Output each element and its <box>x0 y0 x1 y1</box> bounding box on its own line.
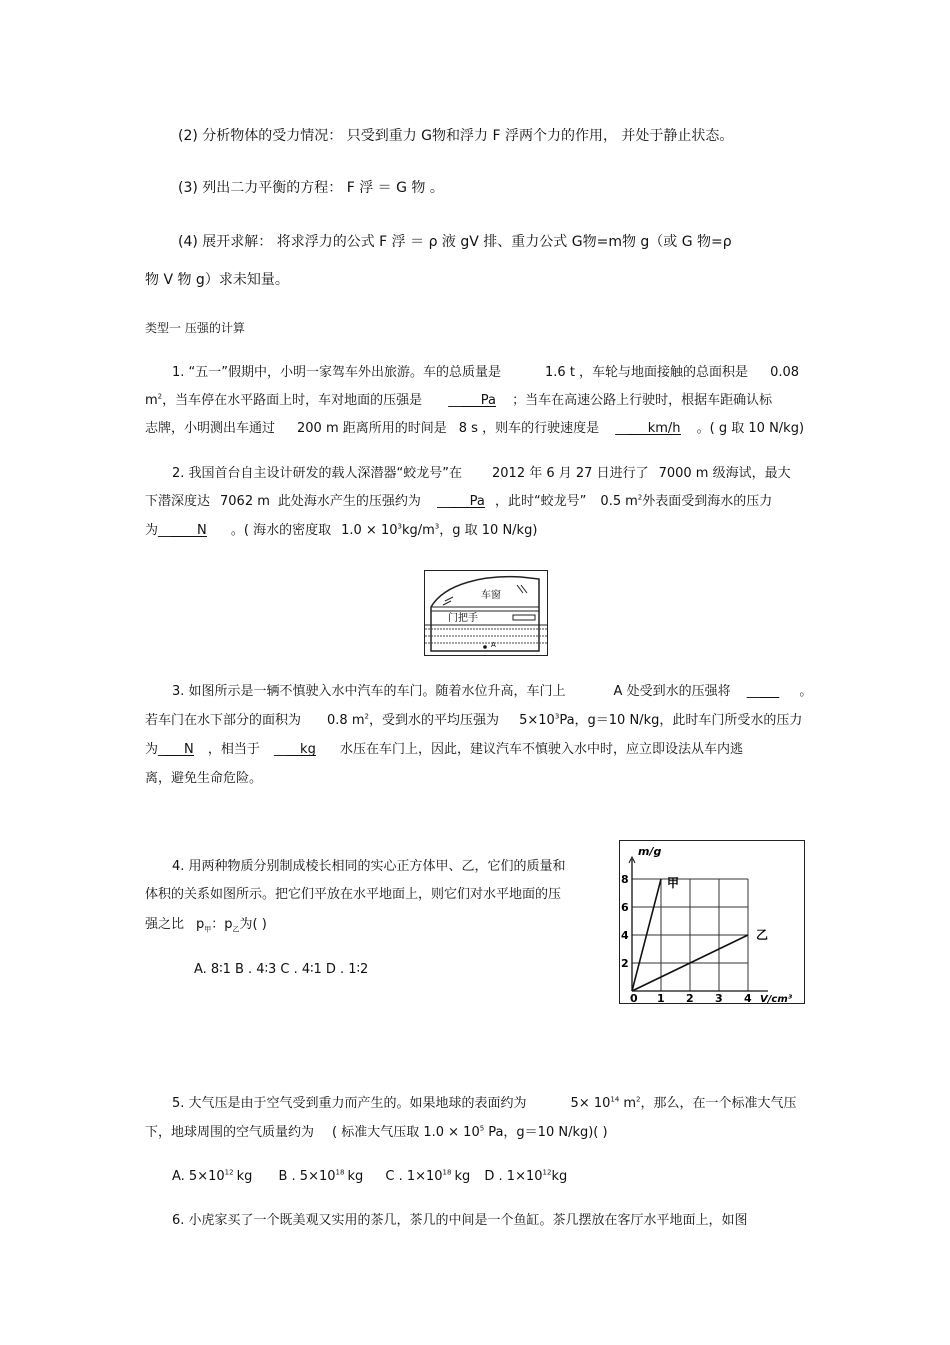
step-4-line-1: (4) 展开求解： 将求浮力的公式 F 浮 ＝ ρ 液 gV 排、重力公式 G物=m物 g（或 G 物=ρ <box>178 234 732 250</box>
q2-line-2: 下潜深度达 7062 m 此处海水产生的压强约为 _____Pa ，此时“蛟龙号” 0.5 $m^2$外表面受到海水的压力 <box>145 493 773 509</box>
x-tick-label: 0 <box>630 992 638 1003</box>
q3-line-4: 离，避免生命危险。 <box>145 771 263 786</box>
series-label: 乙 <box>756 928 769 942</box>
q2-line-1: 2. 我国首台自主设计研发的载人深潜器“蛟龙号”在 2012 年 6 月 27 日进行了 7000 m 级海试，最大 <box>172 466 791 481</box>
q4-line-2: 体积的关系如图所示。把它们平放在水平地面上，则它们对水平地面的压 <box>145 887 562 902</box>
q4-line-3: 强之比 $p_甲$：$p_乙$为( ) <box>145 917 267 934</box>
q4-options[interactable]: A. 8∶1 B . 4∶3 C . 4∶1 D . 1∶2 <box>194 962 369 977</box>
x-tick-label: 4 <box>744 992 752 1003</box>
chart-ticks <box>621 873 752 1003</box>
q1-line-3: 志牌，小明测出车通过 200 m 距离所用的时间是 8 s ，则车的行驶速度是 _____km/h 。( g 取 10 N/kg) <box>145 421 805 436</box>
q2-blank-pressure[interactable]: _____Pa <box>437 494 485 509</box>
point-a <box>483 645 487 649</box>
q1-blank-speed[interactable]: _____km/h <box>615 421 681 436</box>
q1-line-2: $m^2$，当车停在水平路面上时，车对地面的压强是 _____Pa ；当车在高速公路上行驶时，根据车距确认标 <box>145 392 773 408</box>
q5-options[interactable]: A. $5\times 10^{12}$ kg B . $5\times 10^{18}$ kg C . $1\times 10^{18}$ kg D . $1\times 10^{12}kg$ <box>172 1168 568 1184</box>
car-door-figure <box>424 570 548 656</box>
q1-blank-pressure[interactable]: _____Pa <box>448 393 497 408</box>
door-handle <box>513 615 535 620</box>
y-tick-label: 2 <box>621 957 629 970</box>
q2-blank-force[interactable]: ____N <box>171 523 207 538</box>
step-3: (3) 列出二力平衡的方程： F 浮 ＝ G 物 。 <box>178 180 444 196</box>
mass-volume-chart <box>619 840 805 1004</box>
window-mark <box>445 597 453 601</box>
section-title: 类型一 压强的计算 <box>145 321 245 335</box>
window-label: 车窗 <box>481 590 501 601</box>
mass-volume-chart-svg <box>620 841 804 1003</box>
q3-line-1: 3. 如图所示是一辆不慎驶入水中汽车的车门。随着水位升高，车门上 A 处受到水的压强将 _____ 。 <box>172 684 813 699</box>
q3-blank-force[interactable]: ___N <box>164 742 194 757</box>
x-tick-label: 3 <box>715 992 723 1003</box>
y-tick-label: 6 <box>621 901 629 914</box>
x-axis-label: V/cm³ <box>760 994 793 1003</box>
x-tick-label: 2 <box>686 992 694 1003</box>
y-tick-label: 4 <box>621 929 629 942</box>
handle-label: 门把手 <box>448 613 478 624</box>
q2-line-3: 为______N 。( 海水的密度取 $1.0 \times 10^3kg/m^3$，g 取 10 N/kg) <box>145 522 538 538</box>
q5-line-2: 下，地球周围的空气质量约为 ( 标准大气压取 $1.0 \times 10^5$ Pa，g＝10 N/kg)( ) <box>145 1124 608 1140</box>
window-mark <box>443 601 451 605</box>
q1-line-1: 1. “五一”假期中，小明一家驾车外出旅游。车的总质量是 1.6 t ，车轮与地面接触的总面积是 0.08 <box>172 365 800 380</box>
q5-line-1: 5. 大气压是由于空气受到重力而产生的。如果地球的表面约为 $5\times 10^{14}$ $m^2$，那么，在一个标准大气压 <box>172 1095 797 1111</box>
chart-grid <box>632 879 748 991</box>
q3-line-3: 为____N ，相当于 ____kg 水压在车门上，因此，建议汽车不慎驶入水中时，应立即设法从车内逃 <box>145 742 743 757</box>
window-sill <box>431 607 539 611</box>
point-a-label: A <box>491 641 496 649</box>
step-4-line-2: 物 V 物 g）求未知量。 <box>145 272 289 288</box>
q3-blank-trend[interactable]: _____ <box>746 684 780 699</box>
series-label: 甲 <box>667 876 680 890</box>
q3-line-2: 若车门在水下部分的面积为 0.8 $m^2$，受到水的平均压强为 $5\times 10^3Pa$，g＝10 N/kg，此时车门所受水的压力 <box>145 712 803 728</box>
q3-blank-mass[interactable]: ____kg <box>274 742 316 757</box>
q6-line-1: 6. 小虎家买了一个既美观又实用的茶几，茶几的中间是一个鱼缸。茶几摆放在客厅水平地面上，如图 <box>172 1213 748 1228</box>
step-2: (2) 分析物体的受力情况： 只受到重力 G物和浮力 F 浮两个力的作用， 并处于静止状态。 <box>178 128 734 144</box>
y-axis-label: m/g <box>638 845 662 858</box>
q4-line-1: 4. 用两种物质分别制成棱长相同的实心正方体甲、乙，它们的质量和 <box>172 859 566 874</box>
x-tick-label: 1 <box>657 992 665 1003</box>
y-tick-label: 8 <box>621 873 629 886</box>
